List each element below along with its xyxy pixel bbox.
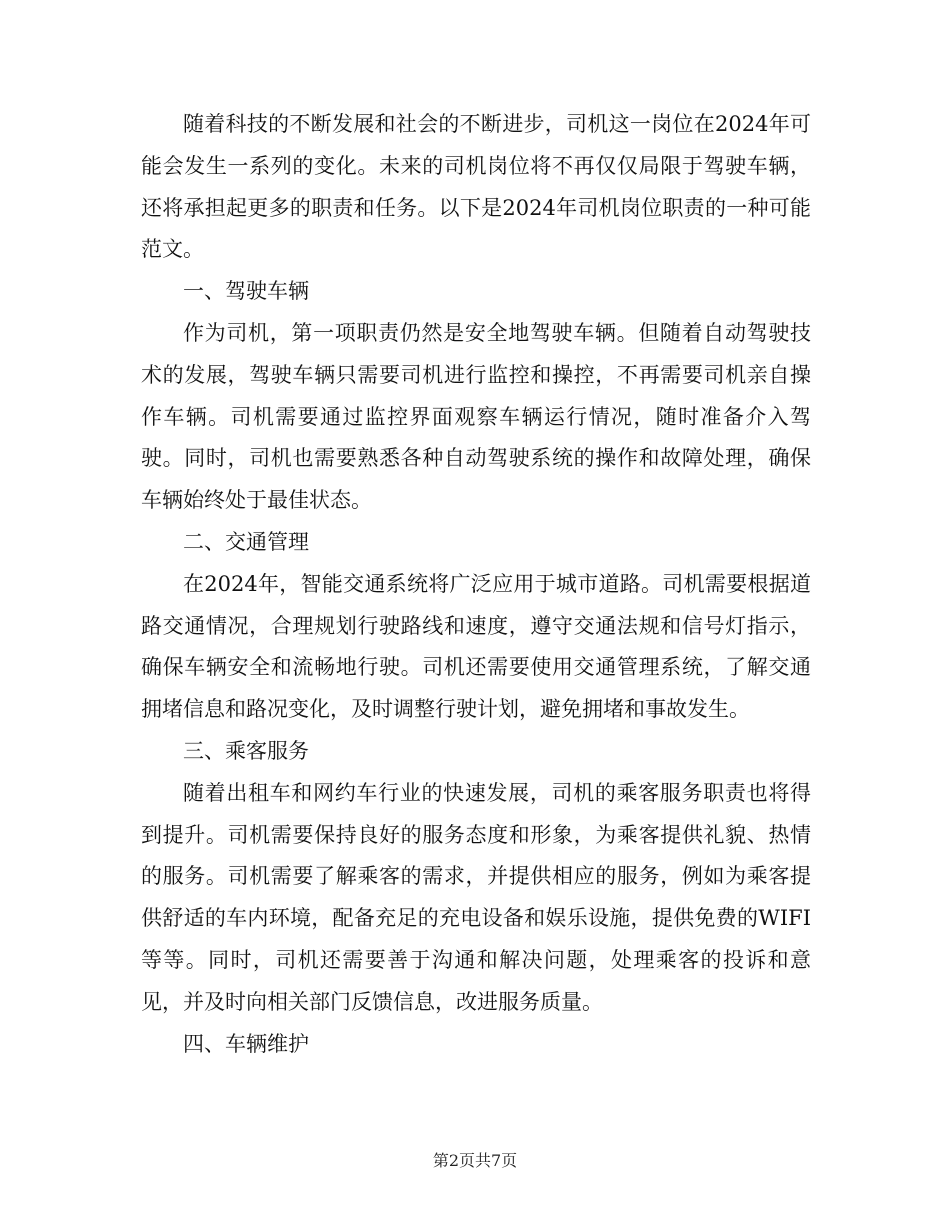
section-body-driving: 作为司机，第一项职责仍然是安全地驾驶车辆。但随着自动驾驶技术的发展，驾驶车辆只需要司机进行监控和操控，不再需要司机亲自操作车辆。司机需要通过监控界面观察车辆运行情况，随时准备介入驾驶。同时，司机也需要熟悉各种自动驾驶系统的操作和故障处理，确保车辆始终处于最佳状态。	[141, 320, 811, 513]
intro-paragraph: 随着科技的不断发展和社会的不断进步，司机这一岗位在2024年可能会发生一系列的变化。未来的司机岗位将不再仅仅局限于驾驶车辆，还将承担起更多的职责和任务。以下是2024年司机岗位职责的一种可能范文。	[141, 112, 811, 262]
page-number: 第2页共7页	[432, 1151, 518, 1170]
section-body-traffic: 在2024年，智能交通系统将广泛应用于城市道路。司机需要根据道路交通情况，合理规划行驶路线和速度，遵守交通法规和信号灯指示，确保车辆安全和流畅地行驶。司机还需要使用交通管理系统，了解交通拥堵信息和路况变化，及时调整行驶计划，避免拥堵和事故发生。	[141, 571, 811, 722]
section-heading-driving: 一、驾驶车辆	[183, 279, 309, 304]
section-heading-traffic: 二、交通管理	[183, 529, 309, 554]
section-body-passenger-service: 随着出租车和网约车行业的快速发展，司机的乘客服务职责也将得到提升。司机需要保持良好的服务态度和形象，为乘客提供礼貌、热情的服务。司机需要了解乘客的需求，并提供相应的服务，例如为乘客提供舒适的车内环境，配备充足的充电设备和娱乐设施，提供免费的WIFI等等。同时，司机还需要善于沟通和解决问题，处理乘客的投诉和意见，并及时向相关部门反馈信息，改进服务质量。	[141, 780, 811, 1014]
document-body	[141, 104, 811, 1065]
section-heading-vehicle-maintenance: 四、车辆维护	[183, 1031, 309, 1056]
section-heading-passenger-service: 三、乘客服务	[183, 738, 309, 763]
